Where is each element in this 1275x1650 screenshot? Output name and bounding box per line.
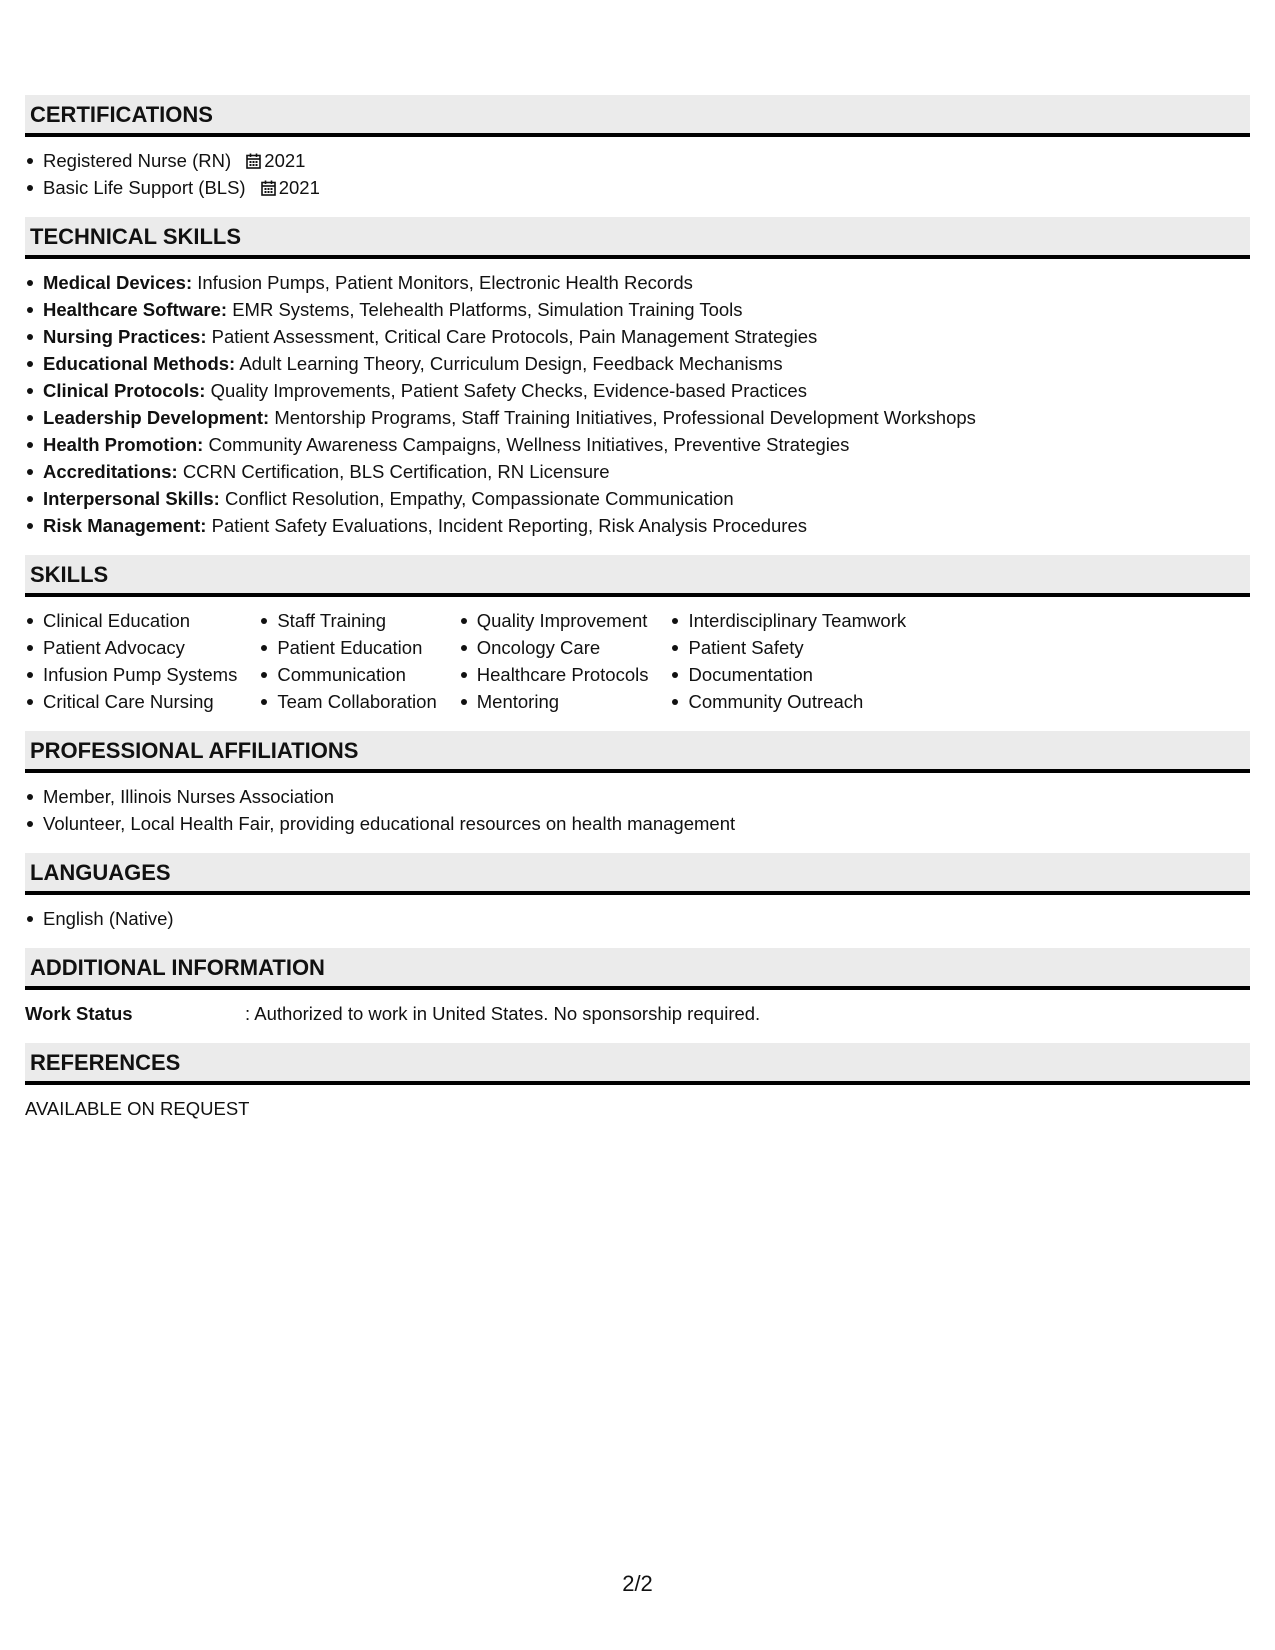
languages-section: [25, 853, 1250, 932]
list-item: [25, 458, 1250, 485]
skill-values: Quality Improvements, Patient Safety Checks, Evidence-based Practices: [210, 380, 807, 401]
technical-skills-section: [25, 217, 1250, 539]
skill-values: Patient Safety Evaluations, Incident Reporting, Risk Analysis Procedures: [211, 515, 808, 536]
list-item: [25, 296, 1250, 323]
certification-name: Registered Nurse (RN): [43, 150, 232, 171]
certification-year: 2021: [264, 150, 306, 171]
affiliations-section: [25, 731, 1250, 837]
certifications-section: [25, 95, 1250, 201]
skills-column: [670, 607, 906, 715]
section-title: PROFESSIONAL AFFILIATIONS: [25, 731, 1250, 773]
skill-category: Healthcare Software:: [43, 299, 228, 320]
section-title: TECHNICAL SKILLS: [25, 217, 1250, 259]
references-text: AVAILABLE ON REQUEST: [25, 1098, 250, 1119]
section-title: REFERENCES: [25, 1043, 1250, 1085]
references-section: [25, 1043, 1250, 1122]
list-item: Interdisciplinary Teamwork: [670, 607, 906, 634]
skill-category: Medical Devices:: [43, 272, 193, 293]
work-status-row: [25, 1000, 1250, 1027]
technical-skills-list: [25, 269, 1250, 539]
list-item: Patient Education: [259, 634, 436, 661]
skills-section: [25, 555, 1250, 715]
skill-values: CCRN Certification, BLS Certification, RN Licensure: [182, 461, 610, 482]
skills-column: [25, 607, 237, 715]
list-item: [25, 431, 1250, 458]
certification-list: [25, 147, 1250, 201]
skill-values: Infusion Pumps, Patient Monitors, Electronic Health Records: [197, 272, 693, 293]
list-item: [25, 269, 1250, 296]
skill-category: Interpersonal Skills:: [43, 488, 220, 509]
certification-year: 2021: [278, 177, 320, 198]
skills-column: [459, 607, 649, 715]
list-item: Patient Advocacy: [25, 634, 237, 661]
skills-column: [259, 607, 436, 715]
page-number: 2/2: [622, 1571, 653, 1596]
section-title: ADDITIONAL INFORMATION: [25, 948, 1250, 990]
skill-category: Nursing Practices:: [43, 326, 207, 347]
certification-name: Basic Life Support (BLS): [43, 177, 246, 198]
skill-category: Clinical Protocols:: [43, 380, 206, 401]
section-title: LANGUAGES: [25, 853, 1250, 895]
list-item: Documentation: [670, 661, 906, 688]
list-item: Team Collaboration: [259, 688, 436, 715]
list-item: [25, 377, 1250, 404]
skills-columns: [25, 607, 1250, 715]
list-item: Member, Illinois Nurses Association: [25, 783, 1250, 810]
list-item: Volunteer, Local Health Fair, providing educational resources on health management: [25, 810, 1250, 837]
resume-page: [25, 95, 1250, 1138]
calendar-icon: [246, 149, 261, 176]
section-title: CERTIFICATIONS: [25, 95, 1250, 137]
affiliations-list: [25, 783, 1250, 837]
calendar-icon: [261, 176, 276, 203]
section-title: SKILLS: [25, 555, 1250, 597]
list-item: Community Outreach: [670, 688, 906, 715]
list-item: [25, 323, 1250, 350]
skill-values: Adult Learning Theory, Curriculum Design, Feedback Mechanisms: [239, 353, 783, 374]
work-status-label: Work Status: [25, 1003, 133, 1024]
skill-category: Accreditations:: [43, 461, 178, 482]
skill-category: Risk Management:: [43, 515, 207, 536]
list-item: [25, 512, 1250, 539]
certification-item: [25, 174, 1250, 201]
list-item: Critical Care Nursing: [25, 688, 237, 715]
list-item: Quality Improvement: [459, 607, 649, 634]
skill-values: Community Awareness Campaigns, Wellness Initiatives, Preventive Strategies: [208, 434, 850, 455]
skill-values: Conflict Resolution, Empathy, Compassionate Communication: [224, 488, 734, 509]
skill-values: EMR Systems, Telehealth Platforms, Simulation Training Tools: [232, 299, 743, 320]
list-item: Clinical Education: [25, 607, 237, 634]
additional-info-section: [25, 948, 1250, 1027]
list-item: Oncology Care: [459, 634, 649, 661]
work-status-value: : Authorized to work in United States. No sponsorship required.: [245, 1003, 761, 1024]
list-item: Communication: [259, 661, 436, 688]
skill-values: Mentorship Programs, Staff Training Initiatives, Professional Development Workshops: [274, 407, 976, 428]
list-item: [25, 350, 1250, 377]
languages-list: [25, 905, 1250, 932]
list-item: Healthcare Protocols: [459, 661, 649, 688]
list-item: Mentoring: [459, 688, 649, 715]
list-item: [25, 404, 1250, 431]
skill-category: Educational Methods:: [43, 353, 236, 374]
list-item: Patient Safety: [670, 634, 906, 661]
list-item: Infusion Pump Systems: [25, 661, 237, 688]
skill-category: Leadership Development:: [43, 407, 270, 428]
list-item: [25, 485, 1250, 512]
certification-item: [25, 147, 1250, 174]
skill-values: Patient Assessment, Critical Care Protocols, Pain Management Strategies: [211, 326, 818, 347]
list-item: English (Native): [25, 905, 1250, 932]
skill-category: Health Promotion:: [43, 434, 204, 455]
list-item: Staff Training: [259, 607, 436, 634]
